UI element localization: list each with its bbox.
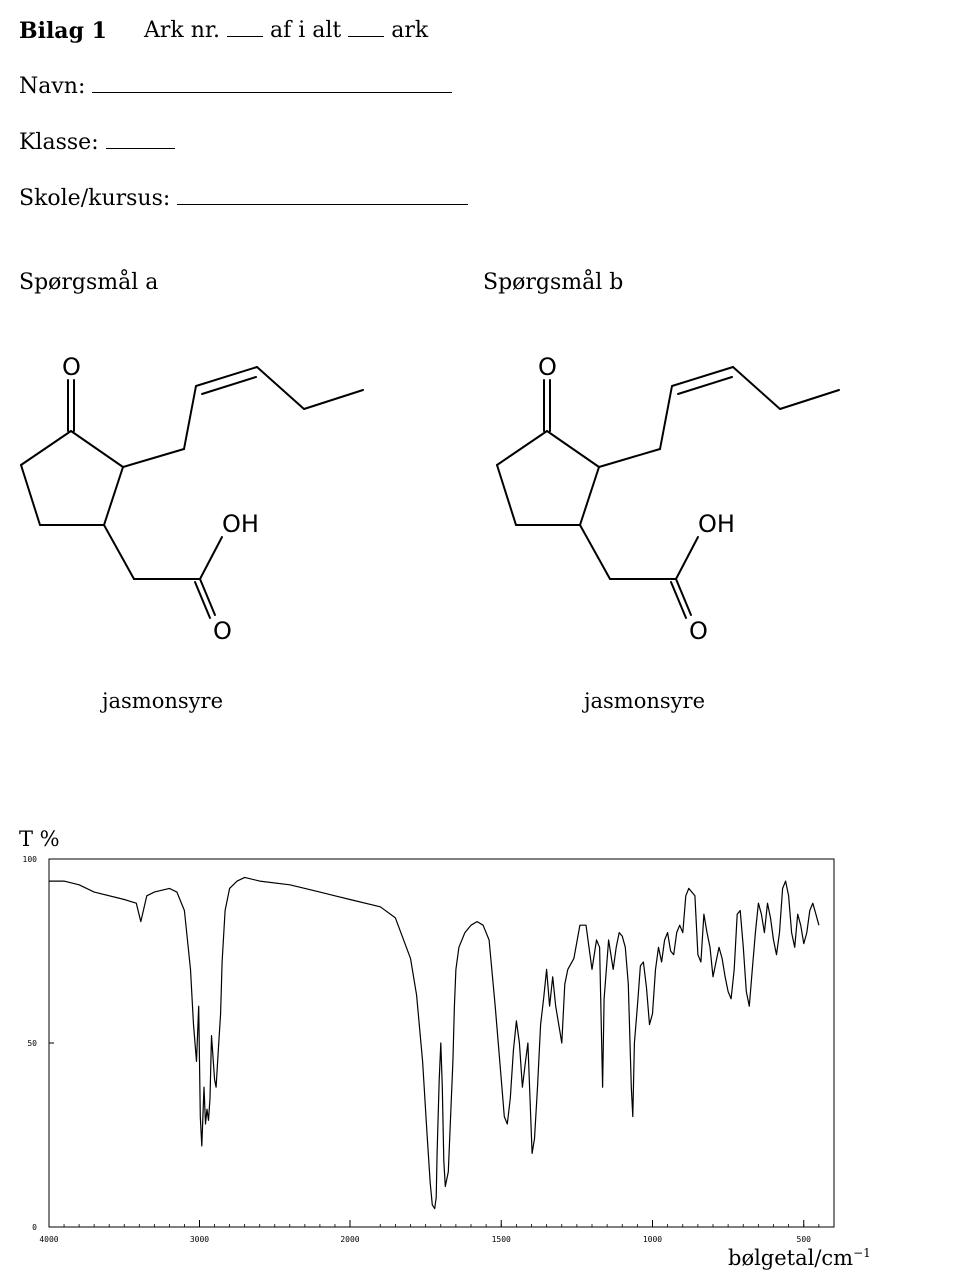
ark-line <box>144 18 428 43</box>
question-a-label: Spørgsmål a <box>19 270 159 295</box>
ark-middle: af i alt <box>270 18 342 43</box>
x-tick-label: 1000 <box>642 1235 663 1244</box>
chart-xlabel <box>728 1246 871 1270</box>
x-tick-label: 500 <box>796 1235 811 1244</box>
atom-o-ketone-b: O <box>538 353 557 381</box>
molecule-structure-a <box>0 330 400 660</box>
y-tick-label: 100 <box>22 855 37 864</box>
x-tick-label: 2000 <box>340 1235 360 1244</box>
klasse-field <box>19 130 175 155</box>
ark-total-blank[interactable] <box>348 18 384 37</box>
bilag-title: Bilag 1 <box>19 18 107 44</box>
question-b-label: Spørgsmål b <box>483 270 624 295</box>
chart-xlabel-text: bølgetal/cm <box>728 1246 854 1270</box>
skole-field <box>19 186 468 211</box>
chart-xlabel-superscript: −1 <box>853 1246 871 1260</box>
x-tick-label: 1500 <box>491 1235 511 1244</box>
x-tick-label: 3000 <box>189 1235 210 1244</box>
ark-prefix: Ark nr. <box>144 18 220 43</box>
ark-number-blank[interactable] <box>227 18 263 37</box>
ir-spectrum-chart <box>0 840 959 1278</box>
skole-blank[interactable] <box>177 186 468 205</box>
atom-o-carbonyl-b: O <box>689 617 708 645</box>
molecule-name-a: jasmonsyre <box>102 689 223 713</box>
spectrum-trace <box>49 877 819 1208</box>
y-tick-label: 50 <box>27 1039 37 1048</box>
atom-o-ketone-a: O <box>62 353 81 381</box>
molecule-name-b: jasmonsyre <box>584 689 705 713</box>
skole-label: Skole/kursus: <box>19 186 171 211</box>
atom-oh-a: OH <box>222 510 259 538</box>
navn-field <box>19 74 452 99</box>
atom-oh-b: OH <box>698 510 735 538</box>
y-tick-label: 0 <box>32 1223 37 1232</box>
chart-ylabel: T % <box>19 827 60 851</box>
klasse-blank[interactable] <box>106 130 175 149</box>
molecule-structure-b <box>476 330 876 660</box>
navn-label: Navn: <box>19 74 86 99</box>
atom-o-carbonyl-a: O <box>213 617 232 645</box>
x-tick-label: 4000 <box>39 1235 59 1244</box>
klasse-label: Klasse: <box>19 130 99 155</box>
ark-suffix: ark <box>391 18 429 43</box>
chart-frame <box>49 859 834 1227</box>
navn-blank[interactable] <box>92 74 452 93</box>
